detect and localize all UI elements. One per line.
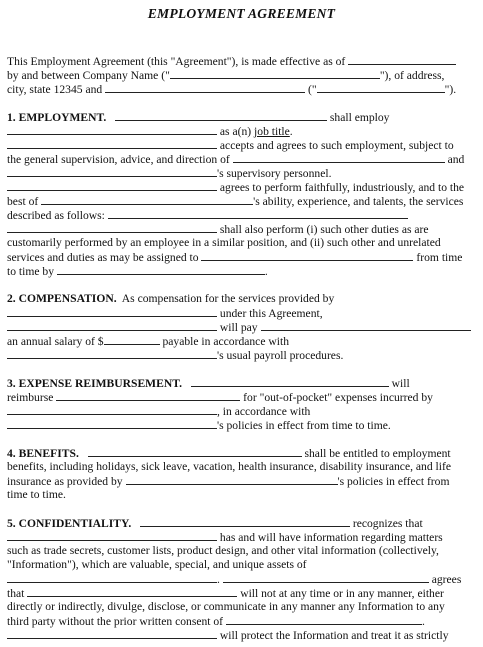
blank-field[interactable]: [41, 194, 253, 205]
blank-field[interactable]: [7, 166, 217, 177]
body-text: .: [289, 125, 293, 138]
blank-field[interactable]: [7, 530, 217, 541]
effective-date-field[interactable]: [348, 54, 456, 65]
body-text: payable in accordance with: [162, 335, 289, 348]
page-title: EMPLOYMENT AGREEMENT: [147, 6, 336, 21]
body-text: 's policies in effect from: [337, 475, 450, 488]
body-text: insurance as provided by: [7, 475, 123, 488]
body-text: third party without the prior written consent of: [7, 615, 224, 628]
body-text: shall employ: [329, 111, 390, 124]
blank-field[interactable]: [88, 446, 302, 457]
section-heading: 4. BENEFITS.: [7, 447, 79, 460]
body-text: agrees to perform faithfully, industriously, and to the: [219, 181, 465, 194]
intro-text: "), of address,: [379, 69, 445, 82]
blank-field[interactable]: [191, 376, 389, 387]
employee-name-field[interactable]: [105, 82, 305, 93]
section-heading: 3. EXPENSE REIMBURSEMENT.: [7, 377, 183, 390]
body-text: will protect the Information and treat it as strictly: [219, 629, 449, 642]
body-text: 's policies in effect from time to time.: [217, 419, 391, 432]
body-text: will: [391, 377, 410, 390]
section-heading: 1. EMPLOYMENT.: [7, 111, 107, 124]
blank-field[interactable]: [7, 306, 217, 317]
blank-field[interactable]: [7, 418, 217, 429]
body-text: best of: [7, 195, 39, 208]
blank-field[interactable]: [226, 614, 422, 625]
body-text: as a(n): [219, 125, 252, 138]
company-name-field[interactable]: [170, 68, 380, 79]
blank-field[interactable]: [7, 348, 217, 359]
blank-field[interactable]: [7, 124, 217, 135]
body-text: shall also perform (i) such other duties as are: [219, 223, 429, 236]
body-text: agrees: [431, 573, 462, 586]
intro-text: (": [308, 83, 317, 96]
blank-field[interactable]: [7, 320, 217, 331]
blank-field[interactable]: [201, 250, 413, 261]
section-heading: 5. CONFIDENTIALITY.: [7, 517, 132, 530]
body-text: will not at any time or in any manner, either: [240, 587, 444, 600]
salary-field[interactable]: [104, 334, 160, 345]
body-text: time to time.: [7, 488, 66, 501]
blank-field[interactable]: [108, 208, 408, 219]
blank-field[interactable]: [27, 586, 237, 597]
body-text: to time by: [7, 265, 55, 278]
section-heading: 2. COMPENSATION.: [7, 292, 117, 305]
body-text: that: [7, 587, 25, 600]
blank-field[interactable]: [56, 390, 240, 401]
blank-field[interactable]: [7, 628, 217, 639]
body-text: "Information"), which are valuable, special, and unique assets of: [7, 558, 307, 571]
blank-field[interactable]: [7, 138, 217, 149]
blank-field[interactable]: [140, 516, 350, 527]
blank-field[interactable]: [115, 110, 327, 121]
blank-field[interactable]: [57, 264, 265, 275]
blank-field[interactable]: [223, 572, 429, 583]
body-text: 's usual payroll procedures.: [217, 349, 344, 362]
intro-text: ").: [444, 83, 457, 96]
body-text: .: [421, 615, 425, 628]
blank-field[interactable]: [233, 152, 445, 163]
body-text: has and will have information regarding matters: [219, 531, 443, 544]
body-text: , in accordance with: [217, 405, 311, 418]
body-text: directly or indirectly, divulge, disclose, or communicate in any manner any Information to any: [7, 600, 445, 613]
body-text: described as follows:: [7, 209, 105, 222]
body-text: shall be entitled to employment: [304, 447, 451, 460]
blank-field[interactable]: [126, 474, 338, 485]
body-text: recognizes that: [352, 517, 423, 530]
blank-field[interactable]: [261, 320, 471, 331]
intro-text: by and between Company Name (": [7, 69, 170, 82]
body-text: customarily performed by an employee in a similar position, and (ii) such other and unrelated: [7, 236, 441, 249]
body-text: .: [264, 265, 268, 278]
body-text: the general supervision, advice, and direction of: [7, 153, 230, 166]
intro-text: This Employment Agreement (this "Agreement"), is made effective as of: [7, 55, 346, 68]
blank-field[interactable]: [7, 572, 217, 583]
employee-short-name-field[interactable]: [317, 82, 445, 93]
blank-field[interactable]: [7, 180, 217, 191]
intro-text: city, state 12345 and: [7, 83, 103, 96]
body-text: .: [217, 573, 220, 586]
body-text: 's supervisory personnel.: [217, 167, 332, 180]
job-title-placeholder: job title: [254, 125, 290, 138]
body-text: such as trade secrets, customer lists, product design, and other vital information (collectively,: [7, 544, 439, 557]
body-text: from time: [416, 251, 463, 264]
body-text: reimburse: [7, 391, 54, 404]
body-text: an annual salary of $: [7, 335, 104, 348]
body-text: 's ability, experience, and talents, the services: [253, 195, 464, 208]
blank-field[interactable]: [7, 222, 217, 233]
body-text: under this Agreement,: [219, 307, 323, 320]
blank-field[interactable]: [7, 404, 217, 415]
body-text: and: [447, 153, 465, 166]
body-text: benefits, including holidays, sick leave, vacation, health insurance, disability insurance, and life: [7, 460, 451, 473]
body-text: accepts and agrees to such employment, subject to: [219, 139, 454, 152]
body-text: services and duties as may be assigned to: [7, 251, 199, 264]
body-text: will pay: [219, 321, 258, 334]
body-text: for "out-of-pocket" expenses incurred by: [243, 391, 433, 404]
body-text: As compensation for the services provided by: [121, 292, 335, 305]
